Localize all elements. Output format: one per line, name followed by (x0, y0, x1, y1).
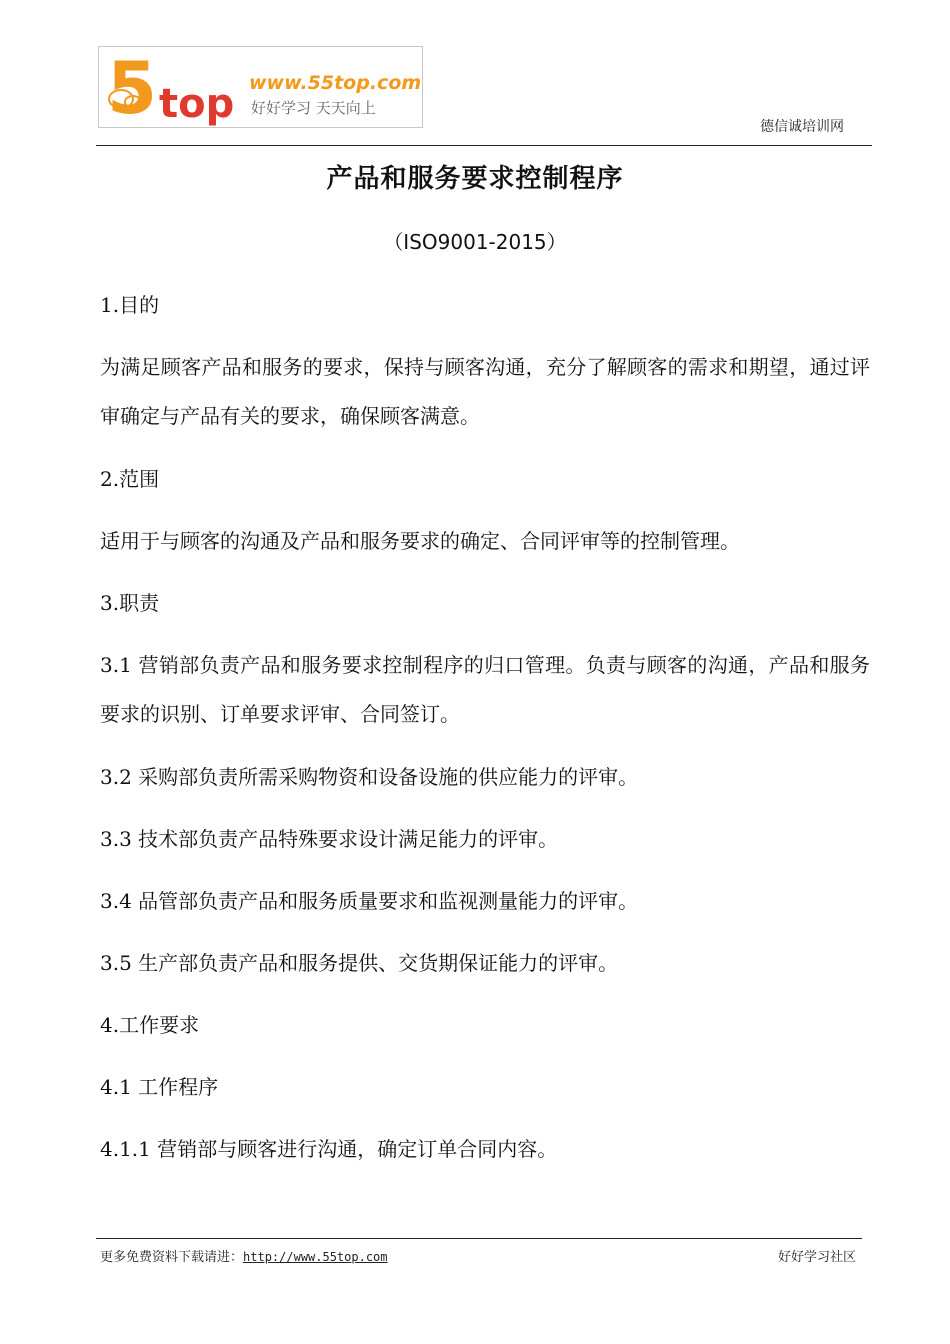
logo-wordmark: top (159, 81, 235, 127)
paragraph: 为满足顾客产品和服务的要求，保持与顾客沟通，充分了解顾客的需求和期望，通过评审确定与产品有关的要求，确保顾客满意。 (100, 355, 870, 428)
paragraph: 4.1.1 营销部与顾客进行沟通，确定订单合同内容。 (100, 1137, 558, 1161)
footer-community: 好好学习社区 (777, 1250, 856, 1265)
site-logo[interactable] (98, 46, 423, 128)
header-divider (96, 145, 872, 146)
paragraph: 3.1 营销部负责产品和服务要求控制程序的归口管理。负责与顾客的沟通，产品和服务要求的识别、订单要求评审、合同签订。 (100, 653, 870, 726)
logo-slogan: 好好学习 天天向上 (251, 99, 376, 117)
subsection-heading: 4.1 工作程序 (100, 1075, 219, 1099)
section-heading: 2.范围 (100, 467, 160, 491)
footer-download (100, 1246, 388, 1265)
logo-graphic (99, 47, 423, 128)
footer-download-text: 更多免费资料下载请进： (100, 1250, 244, 1265)
paragraph: 3.2 采购部负责所需采购物资和设备设施的供应能力的评审。 (100, 765, 639, 789)
logo-url: www.55top.com (249, 72, 422, 94)
section-heading: 1.目的 (100, 293, 160, 317)
document-title: 产品和服务要求控制程序 (326, 164, 624, 194)
footer-link[interactable]: http://www.55top.com (243, 1250, 388, 1264)
header-site-name: 德信诚培训网 (760, 119, 844, 135)
paragraph: 3.4 品管部负责产品和服务质量要求和监视测量能力的评审。 (100, 889, 639, 913)
logo-digit: 5 (107, 47, 158, 128)
document-subtitle: （ISO9001-2015） (383, 230, 567, 254)
paragraph: 3.5 生产部负责产品和服务提供、交货期保证能力的评审。 (100, 951, 619, 975)
paragraph: 适用于与顾客的沟通及产品和服务要求的确定、合同评审等的控制管理。 (100, 529, 740, 553)
section-heading: 4.工作要求 (100, 1013, 200, 1037)
section-heading: 3.职责 (100, 591, 160, 615)
paragraph: 3.3 技术部负责产品特殊要求设计满足能力的评审。 (100, 827, 559, 851)
footer-divider (96, 1238, 862, 1239)
